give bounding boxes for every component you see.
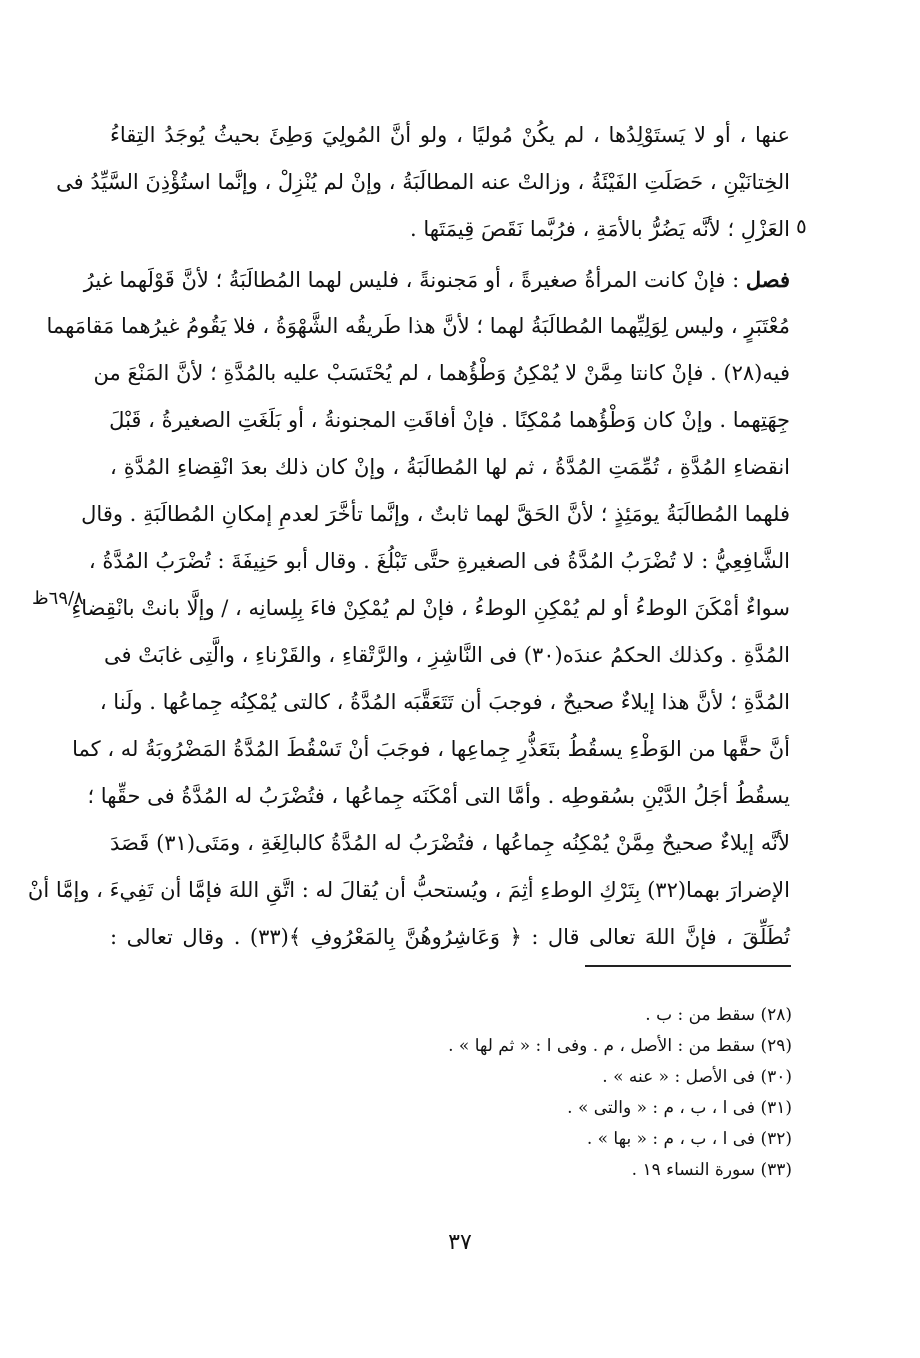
- text-line: المُدَّةِ . وكذلك الحكمُ عندَه(٣٠) فى النَّاشِزِ ، والرَّتْقاءِ ، والقَرْناءِ ، والَّتِى غابَتْ فى: [103, 643, 790, 667]
- text-line: الشَّافِعِيُّ : لا تُضْرَبُ المُدَّةُ فى الصغيرةِ حتَّى تَبْلُغَ . وقال أبو حَنِيفَةَ : تُضْرَبُ المُدَّةُ ،: [88, 549, 790, 573]
- footnote: (٢٨) سقط من : ب .: [645, 1005, 792, 1025]
- text-line: العَزْلِ ؛ لأنَّه يَضُرُّ بالأمَةِ ، فرُبَّما نَقَصَ قِيمَتَها .: [410, 217, 790, 241]
- text-line: [83, 256, 790, 303]
- footnotes: [292, 1000, 792, 1186]
- margin-marker: ٥: [796, 214, 807, 238]
- text-line: عنها ، أو لا يَستَوْلِدُها ، لم يكُنْ مُوليًا ، ولو أنَّ المُولِيَ وَطِئَ بحيثُ يُوجَدُ التِقاءُ: [110, 123, 790, 147]
- text-line: انقضاءِ المُدَّةِ ، تُمِّمَتِ المُدَّةُ ، ثم لها المُطالَبَةُ ، وإنْ كان ذلك بعدَ انْقِضاءِ المُدَّةِ ،: [110, 455, 790, 479]
- text-line: مُعْتَبَرٍ ، وليس لِوَلِيِّهما المُطالَبَةُ لهما ؛ لأنَّ هذا طَريقُه الشَّهْوَةُ ، فلا يَقُومُ غيرُهما مَقامَهما: [46, 314, 790, 338]
- section-heading: فصل: [745, 267, 790, 292]
- page-number: ٣٧: [448, 1230, 472, 1255]
- footnote: (٣١) فى ا ، ب ، م : « والتى » .: [567, 1098, 792, 1118]
- footnote-divider: [585, 965, 791, 967]
- text-line: يسقُطُ أجَلُ الدَّيْنِ بسُقوطِه . وأمَّا التى أمْكَنَه جِماعُها ، فتُضْرَبُ له المُدَّةُ فى حقِّها ؛: [87, 784, 790, 808]
- text-line: فيه(٢٨) . فإنْ كانتا مِمَّنْ لا يُمْكِنُ وَطْؤُهما ، لم يُحْتَسَبْ عليه بالمُدَّةِ ؛ لأنَّ المَنْعَ من: [93, 361, 790, 385]
- text-line-content: : فإنْ كانت المرأةُ صغيرةً ، أو مَجنونةً ، فليس لهما المُطالَبَةُ ؛ لأنَّ قَوْلَهما غيرُ: [83, 268, 746, 292]
- text-line: لأنَّه إيلاءٌ صحيحٌ مِمَّنْ يُمْكِنُه جِماعُها ، فتُضْرَبُ له المُدَّةُ كالبالِغَةِ ، ومَتَى(٣١) قَصَدَ: [110, 831, 790, 855]
- text-line: أنَّ حقَّها من الوَطْءِ يسقُطُ بتَعَذُّرِ جِماعِها ، فوجَبَ أنْ تَسْقُطَ المُدَّةُ المَضْرُوبَةُ له ، كما: [72, 737, 790, 761]
- footnote: (٣٢) فى ا ، ب ، م : « بها » .: [586, 1129, 792, 1149]
- text-line: سواءٌ أمْكَنَ الوطءُ أو لم يُمْكِنِ الوطءُ ، فإنْ لم يُمْكِنْ فاءَ بِلِسانِه ، / وإلَّا بانتْ بانْقِضاءِ: [71, 596, 790, 620]
- text-line: الخِتانَيْنِ ، حَصَلَتِ الفَيْئَةُ ، وزالتْ عنه المطالَبَةُ ، وإنْ لم يُنْزِلْ ، وإنَّما استُؤْذِنَ السَّيِّدُ فى: [56, 170, 790, 194]
- footnote: (٢٩) سقط من : الأصل ، م . وفى ا : « ثم لها » .: [448, 1036, 792, 1056]
- footnote: (٣٠) فى الأصل : « عنه » .: [602, 1067, 792, 1087]
- footnote: (٣٣) سورة النساء ١٩ .: [631, 1160, 792, 1180]
- paragraph-1: [56, 112, 790, 253]
- margin-folio-note: ٦٩/٨ظ: [32, 588, 84, 609]
- text-line: الإضرارَ بهما(٣٢) بِتَرْكِ الوطءِ أثِمَ ، ويُستحبُّ أن يُقالَ له : اتَّقِ اللهَ فإمَّا أن تَفِيءَ ، وإمَّا أنْ: [27, 878, 790, 902]
- text-line: تُطَلِّقَ ، فإنَّ اللهَ تعالى قال : ﴿ وَعَاشِرُوهُنَّ بِالمَعْرُوفِ ﴾(٣٣) . وقال تعالى :: [110, 925, 790, 949]
- text-line: المُدَّةِ ؛ لأنَّ هذا إيلاءٌ صحيحٌ ، فوجبَ أن تَتَعَقَّبَه المُدَّةُ ، كالتى يُمْكِنُه جِماعُها . ولَنا ،: [99, 690, 790, 714]
- text-line: جِهَتِهما . وإنْ كان وَطْؤُهما مُمْكِنًا . فإنْ أفاقَتِ المجنونةُ ، أو بَلَغَتِ الصغيرةُ ، قَبْلَ: [109, 408, 790, 432]
- text-line: فلهما المُطالَبَةُ يومَئِذٍ ؛ لأنَّ الحَقَّ لهما ثابتٌ ، وإنَّما تأخَّرَ لعدمِ إمكانِ المُطالَبَةِ . وقال: [81, 502, 790, 526]
